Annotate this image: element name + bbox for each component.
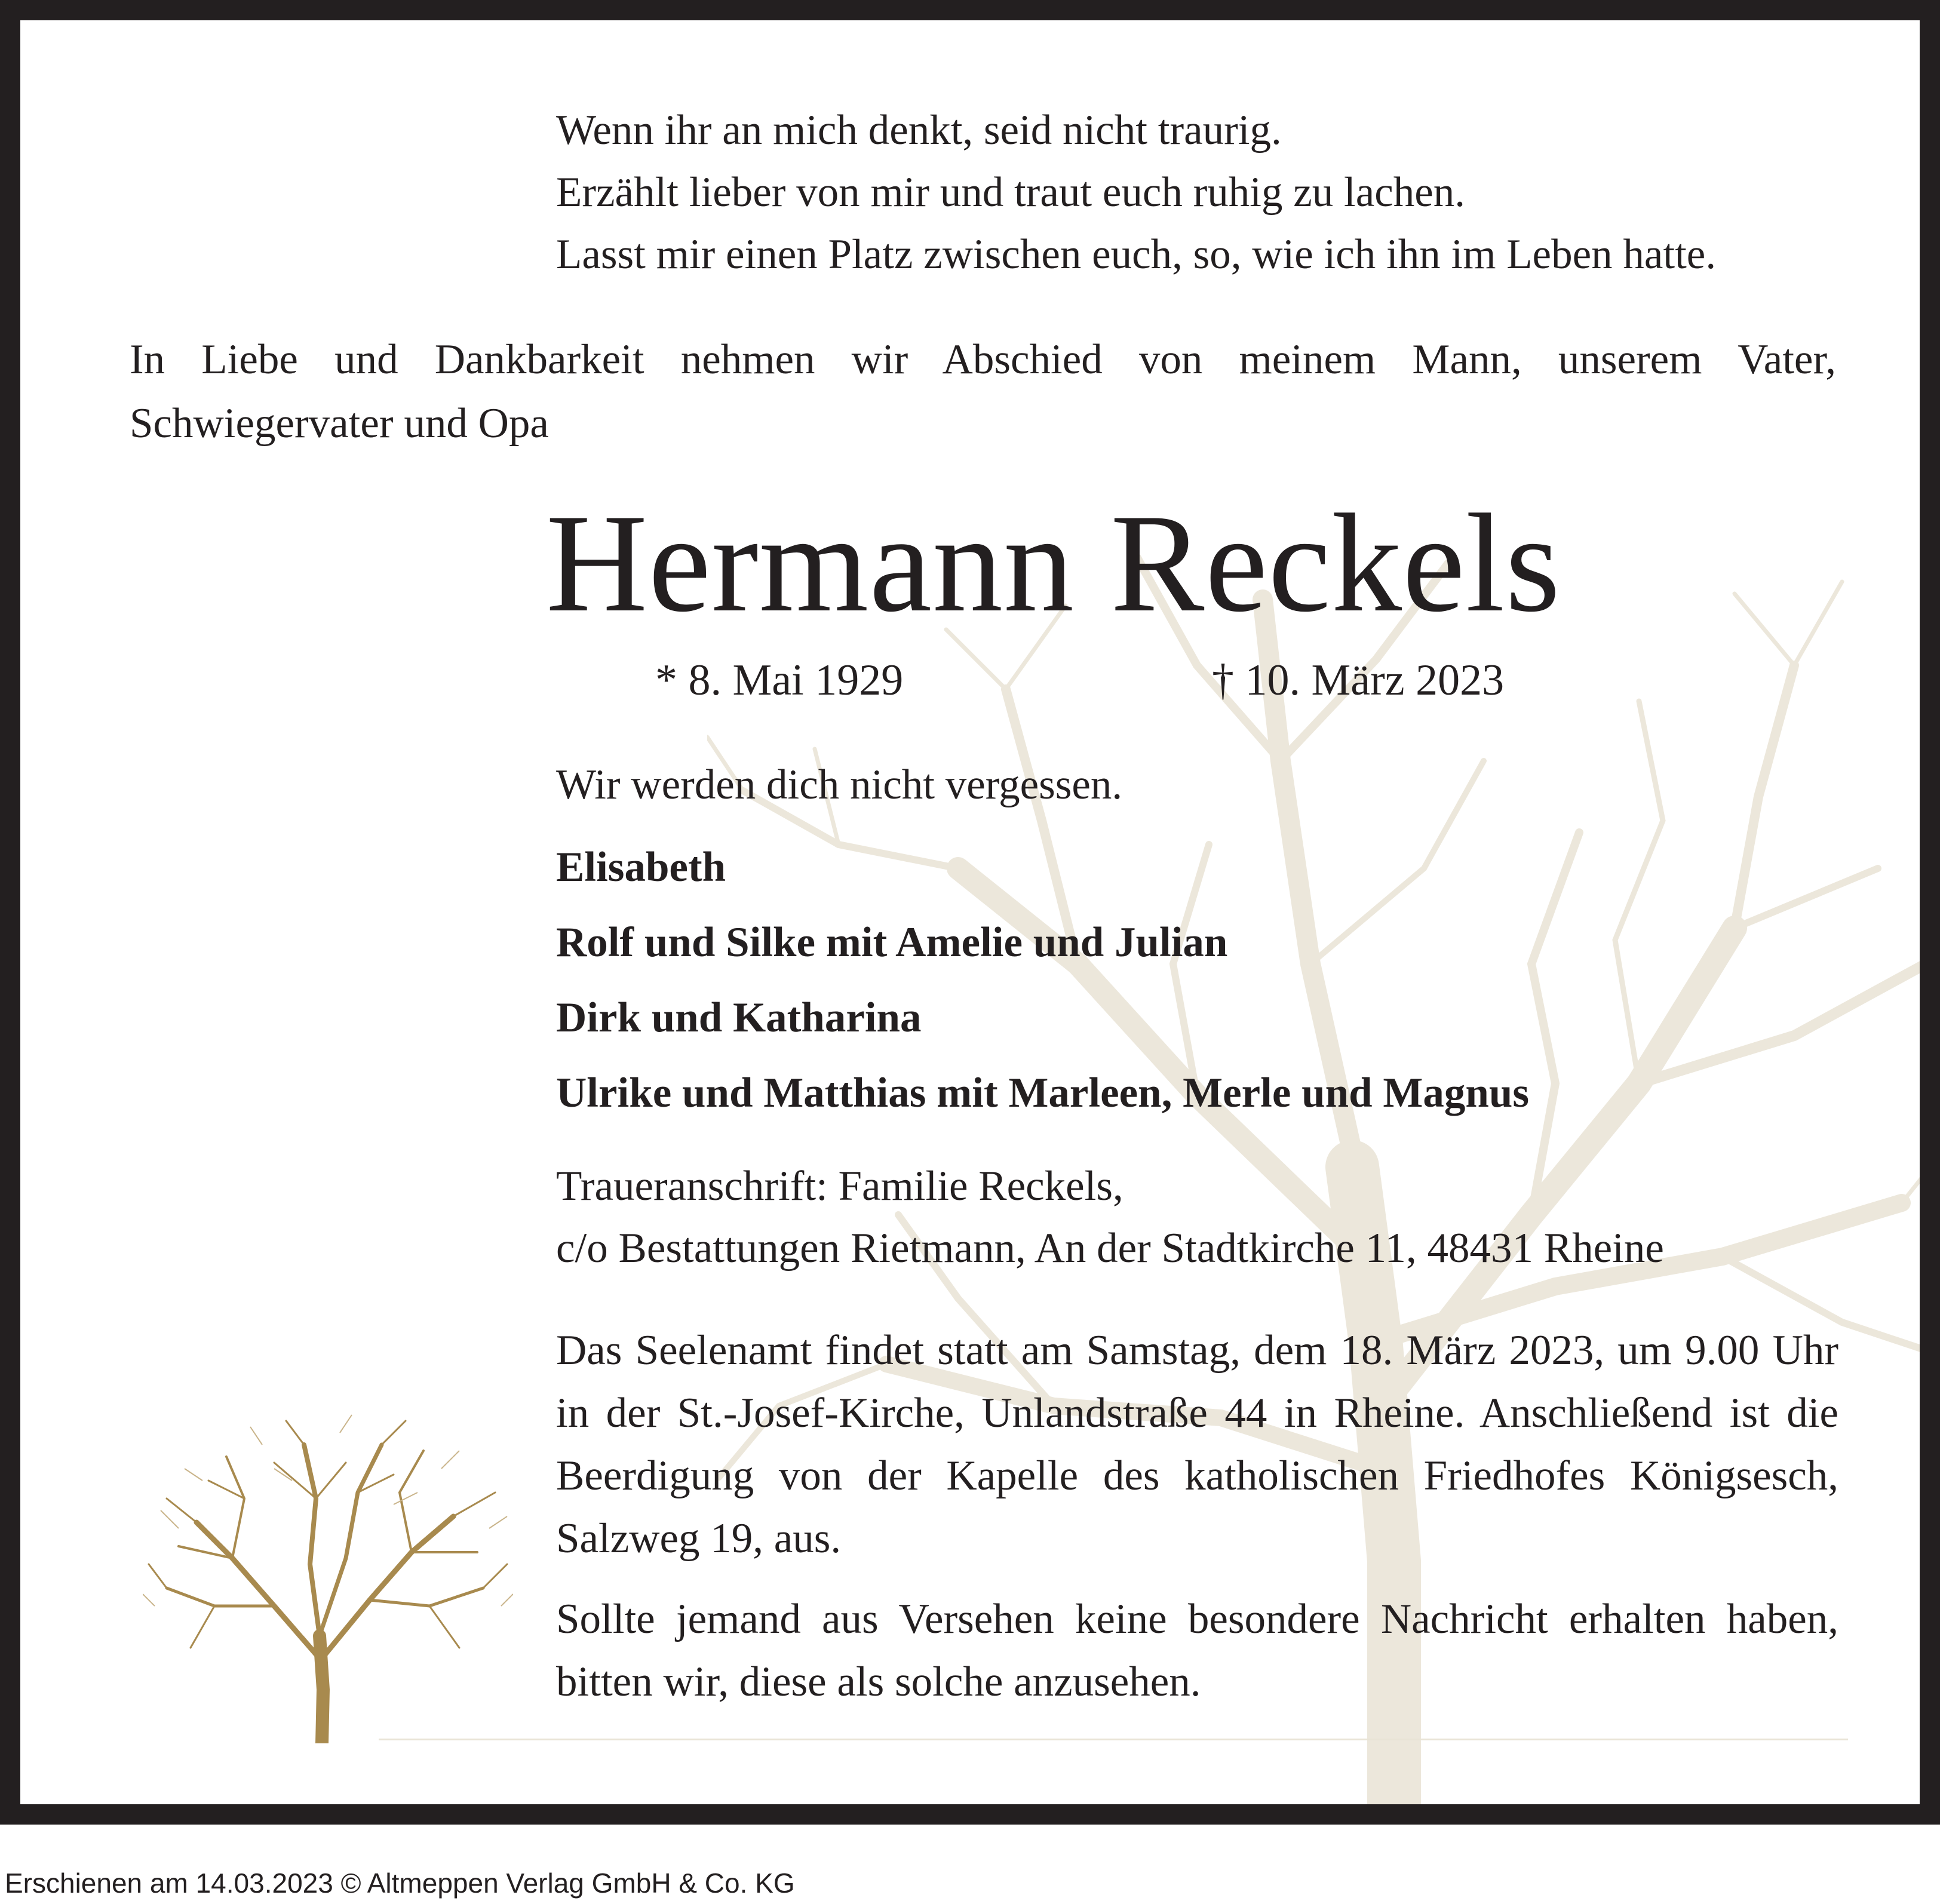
death-date: † 10. März 2023 bbox=[1212, 656, 1505, 705]
intro-line: In Liebe und Dankbarkeit nehmen wir Abschied von meinem Mann, unserem Vater, bbox=[130, 336, 1836, 383]
address-line: Traueranschrift: Familie Reckels, bbox=[556, 1163, 1124, 1209]
divider-line bbox=[379, 1739, 1848, 1740]
deceased-name: Hermann Reckels bbox=[546, 486, 1561, 641]
address-line: c/o Bestattungen Rietmann, An der Stadtkirche 11, 48431 Rheine bbox=[556, 1225, 1664, 1272]
family-list bbox=[556, 830, 1529, 1131]
notification-note: Sollte jemand aus Versehen keine besondere Nachricht erhalten haben, bitten wir, diese als solche anzusehen. bbox=[556, 1596, 1838, 1705]
mourning-address bbox=[556, 1155, 1664, 1279]
birth-date: * 8. Mai 1929 bbox=[655, 656, 904, 705]
poem bbox=[556, 99, 1716, 285]
poem-line: Lasst mir einen Platz zwischen euch, so, wie ich ihn im Leben hatte. bbox=[556, 231, 1717, 278]
poem-line: Erzählt lieber von mir und traut euch ruhig zu lachen. bbox=[556, 169, 1465, 216]
intro-text bbox=[130, 328, 1836, 456]
mass-announcement: Das Seelenamt findet statt am Samstag, dem 18. März 2023, um 9.00 Uhr in der St.-Josef-Kirche, Unlandstraße 44 in Rheine. Anschließend ist die Beerdigung von der Kapelle des katholischen Friedhofes Königsesch, Salzweg 19, aus. bbox=[556, 1327, 1838, 1562]
family-member: Elisabeth bbox=[556, 844, 726, 890]
family-member: Dirk und Katharina bbox=[556, 994, 922, 1041]
publication-footer: Erschienen am 14.03.2023 © Altmeppen Verlag GmbH & Co. KG bbox=[5, 1868, 795, 1899]
intro-line: Schwiegervater und Opa bbox=[130, 400, 549, 447]
poem-line: Wenn ihr an mich denkt, seid nicht traurig. bbox=[556, 107, 1282, 153]
family-member: Ulrike und Matthias mit Marleen, Merle und Magnus bbox=[556, 1070, 1529, 1116]
small-tree-icon bbox=[143, 1409, 513, 1743]
farewell-line: Wir werden dich nicht vergessen. bbox=[556, 761, 1123, 808]
family-member: Rolf und Silke mit Amelie und Julian bbox=[556, 919, 1228, 966]
